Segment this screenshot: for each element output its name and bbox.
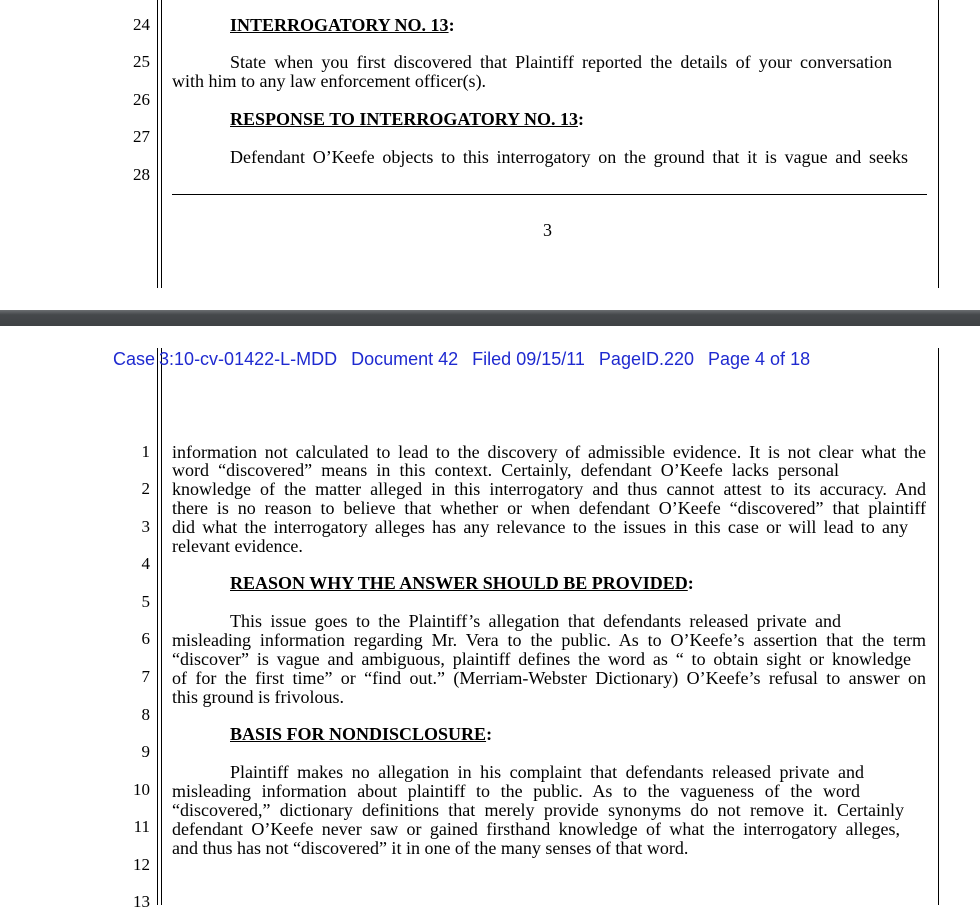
interrogatory-heading: INTERROGATORY NO. 13: (230, 15, 455, 35)
body-line: and thus has not “discovered” it in one of the many senses of that word. (172, 838, 689, 858)
line-number: 9 (141, 742, 150, 761)
left-margin-rule (157, 348, 158, 905)
left-margin-rule (161, 348, 162, 905)
right-margin-rule (938, 0, 939, 288)
body-line: “discover” is vague and ambiguous, plaintiff defines the word as “ to obtain sight or knowledge (172, 649, 911, 669)
line-number: 28 (133, 165, 150, 184)
left-margin-rule (157, 0, 158, 288)
body-line: with him to any law enforcement officer(s). (172, 71, 487, 91)
body-line: information not calculated to lead to the discovery of admissible evidence. It is not clear what the (172, 442, 926, 462)
line-number: 24 (133, 15, 150, 34)
line-number: 26 (133, 90, 150, 109)
line-number: 13 (133, 892, 150, 911)
right-margin-rule (938, 348, 939, 905)
response-heading: RESPONSE TO INTERROGATORY NO. 13: (230, 109, 584, 129)
line-number: 10 (133, 780, 150, 799)
page-separator (0, 310, 980, 326)
body-line: Defendant O’Keefe objects to this interrogatory on the ground that it is vague and seeks (230, 147, 908, 167)
body-line: word “discovered” means in this context. Certainly, defendant O’Keefe lacks personal (172, 460, 839, 480)
line-number: 5 (141, 592, 150, 611)
line-number: 1 (141, 442, 150, 461)
line-number: 11 (133, 817, 150, 836)
line-number: 12 (133, 855, 150, 874)
body-line: did what the interrogatory alleges has any relevance to the issues in this case or will lead to any (172, 517, 908, 537)
line-number: 3 (141, 517, 150, 536)
line-number: 25 (133, 52, 150, 71)
body-line: there is no reason to believe that whether or when defendant O’Keefe “discovered” that plaintiff (172, 498, 926, 518)
footer-rule (172, 194, 927, 195)
left-margin-rule (161, 0, 162, 288)
line-number: 8 (141, 705, 150, 724)
body-line: “discovered,” dictionary definitions that merely provide synonyms do not remove it. Certainly (172, 800, 904, 820)
body-line: knowledge of the matter alleged in this interrogatory and thus cannot attest to its accuracy. And (172, 479, 926, 499)
line-number: 27 (133, 127, 150, 146)
line-number: 4 (141, 554, 150, 573)
body-line: This issue goes to the Plaintiff’s allegation that defendants released private and (230, 611, 841, 631)
basis-heading: BASIS FOR NONDISCLOSURE: (230, 724, 493, 744)
body-line: misleading information about plaintiff to the public. As to the vagueness of the word (172, 781, 860, 801)
line-number: 2 (141, 479, 150, 498)
body-line: State when you first discovered that Plaintiff reported the details of your conversation (230, 52, 892, 72)
body-line: defendant O’Keefe never saw or gained firsthand knowledge of what the interrogatory alleges, (172, 819, 900, 839)
reason-heading: REASON WHY THE ANSWER SHOULD BE PROVIDED: (230, 573, 694, 593)
body-line: relevant evidence. (172, 536, 303, 556)
body-line: misleading information regarding Mr. Vera to the public. As to O’Keefe’s assertion that the term (172, 630, 926, 650)
body-line: this ground is frivolous. (172, 687, 345, 707)
case-header: Case 3:10-cv-01422-L-MDD Document 42 Filed 09/15/11 PageID.220 Page 4 of 18 (113, 349, 811, 369)
line-number: 6 (141, 629, 150, 648)
line-number: 7 (141, 667, 150, 686)
body-line: Plaintiff makes no allegation in his complaint that defendants released private and (230, 762, 864, 782)
body-line: of for the first time” or “find out.” (Merriam-Webster Dictionary) O’Keefe’s refusal to answer on (172, 668, 926, 688)
page-number: 3 (543, 220, 552, 240)
